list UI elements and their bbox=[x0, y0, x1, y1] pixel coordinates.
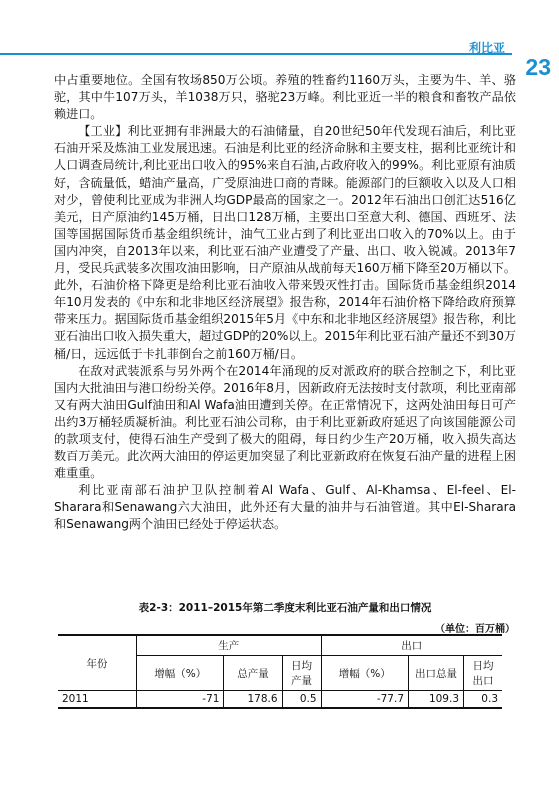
exp-growth-header: 增幅（%） bbox=[321, 656, 408, 691]
paragraph-4: 利比亚南部石油护卫队控制着Al Wafa、Gulf、Al-Khamsa、El-feel、El-Sharara和Senawang六大油田，此外还有大量的油井与石油管道。其中El-Sharara和Senawang两个油田已经处于停运状态。 bbox=[54, 483, 516, 532]
paragraph-industry: 【工业】利比亚拥有非洲最大的石油储量，自20世纪50年代发现石油后，利比亚石油开采及炼油工业发展迅速。石油是利比亚的经济命脉和主要支柱，据利比亚统计和人口调查局统计,利比亚出口收入的95%来自石油,占政府收入的99%。利比亚原有油质好，含硫量低，蜡油产量高，广受原油进口商的青睐。能源部门的巨额收入以及人口相对少，曾使利比亚成为非洲人均GDP最高的国家之一。2012年石油出口创汇达516亿美元，日产原油约145万桶，日出口128万桶，主要出口至意大利、德国、西班牙、法国等国据国际货币基金组织统计，油气工业占到了利比亚出口收入的70%以上。由于国内冲突，自2013年以来，利比亚石油产业遭受了产量、出口、收入锐减。2013年7月，受民兵武装多次围攻油田影响，日产原油从战前每天160万桶下降至20万桶以下。此外，石油价格下降更是给利比亚石油收入带来毁灭性打击。国际货币基金组织2014年10月发表的《中东和北非地区经济展望》报告称，2014年石油价格下降给政府预算带来压力。据国际货币基金组织2015年5月《中东和北非地区经济展望》报告称，利比亚石油出口收入损失重大，超过GDP的20%以上。2015年利比亚石油产量还不到30万桶/日，远远低于卡扎菲倒台之前160万桶/日。 bbox=[54, 124, 516, 361]
cell-exp-daily: 0.3 bbox=[464, 691, 503, 709]
cell-prod-total: 178.6 bbox=[224, 691, 282, 709]
oil-production-table bbox=[58, 634, 502, 709]
page-header bbox=[0, 0, 559, 80]
cell-exp-growth: -77.7 bbox=[321, 691, 408, 709]
exp-daily-header: 日均出口 bbox=[464, 656, 503, 691]
cell-year: 2011 bbox=[58, 691, 137, 709]
exp-total-header: 出口总量 bbox=[409, 656, 464, 691]
table-row bbox=[58, 691, 502, 709]
body-text bbox=[54, 72, 516, 534]
paragraph-1: 中占重要地位。全国有牧场850万公顷。养殖的牲畜约1160万头，主要为牛、羊、骆驼，其中牛107万头，羊1038万只，骆驼23万峰。利比亚近一半的粮食和畜牧产品依赖进口。 bbox=[54, 73, 516, 122]
production-group-header: 生产 bbox=[137, 635, 322, 656]
prod-growth-header: 增幅（%） bbox=[137, 656, 224, 691]
table-header-row bbox=[58, 635, 502, 656]
cell-exp-total: 109.3 bbox=[409, 691, 464, 709]
page-number: 23 bbox=[525, 54, 551, 80]
year-header: 年份 bbox=[58, 635, 137, 691]
header-rule bbox=[0, 53, 512, 55]
table-unit: （单位：百万桶） bbox=[435, 624, 515, 635]
prod-total-header: 总产量 bbox=[224, 656, 282, 691]
cell-prod-growth: -71 bbox=[137, 691, 224, 709]
table-caption: 表2-3：2011–2015年第二季度末利比亚石油产量和出口情况 bbox=[138, 602, 432, 614]
running-title: 利比亚 bbox=[468, 41, 505, 55]
paragraph-3: 在敌对武装派系与另外两个在2014年涌现的反对派政府的联合控制之下，利比亚国内大批油田与港口纷纷关停。2016年8月，因新政府无法按时支付款项，利比亚南部又有两大油田Gulf油田和Al Wafa油田遭到关停。在正常情况下，这两处油田每日可产出约3万桶轻质凝析油。利比亚石油公司称，由于利比亚新政府延迟了向该国能源公司的款项支付，使得石油生产受到了极大的阻碍，每日约少生产20万桶，收入损失高达数百万美元。此次两大油田的停运更加突显了利比亚新政府在恢复石油产量的进程上困难重重。 bbox=[54, 363, 516, 481]
export-group-header: 出口 bbox=[321, 635, 502, 656]
prod-daily-header: 日均产量 bbox=[282, 656, 321, 691]
cell-prod-daily: 0.5 bbox=[282, 691, 321, 709]
